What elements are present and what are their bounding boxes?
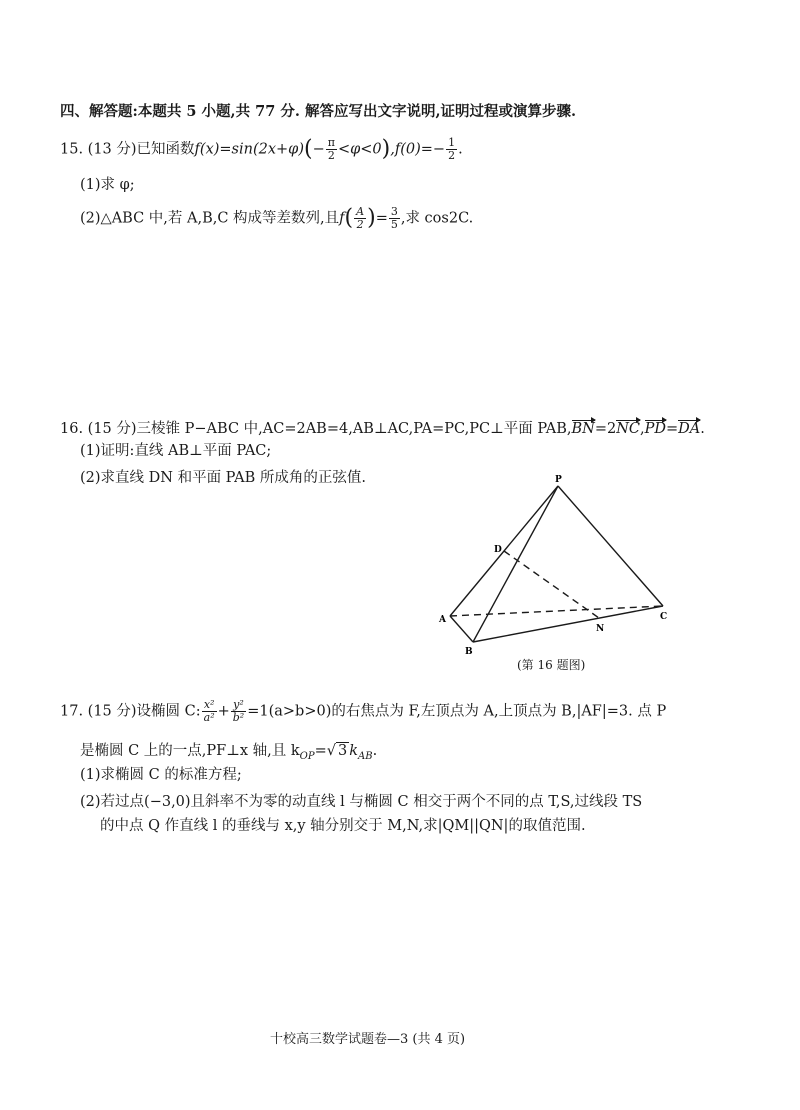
condition-text: <φ<0 — [337, 141, 382, 158]
part-text: (2)△ABC 中,若 A,B,C 构成等差数列,且 — [80, 210, 340, 227]
figure-caption: (第 16 题图) — [517, 658, 586, 672]
fraction-numerator: y² — [231, 699, 246, 712]
label-a: A — [439, 615, 446, 625]
question-17-part-2-line-1: (2)若过点(−3,0)且斜率不为零的动直线 l 与椭圆 C 相交于两个不同的点 T,S,过线段 TS — [80, 794, 643, 810]
equals-sign: = — [666, 421, 679, 437]
fraction-x2-over-a2 — [202, 699, 217, 724]
paren-close: ) — [367, 205, 376, 231]
fraction-numerator: 3 — [390, 205, 398, 218]
subscript-ab: AB — [358, 750, 373, 762]
edge-ac-hidden — [450, 606, 663, 616]
question-16-part-2: (2)求直线 DN 和平面 PAB 所成角的正弦值. — [80, 470, 366, 486]
question-17-part-1: (1)求椭圆 C 的标准方程; — [80, 767, 242, 783]
question-15-stem — [60, 137, 463, 163]
equals-sign: = — [375, 210, 388, 227]
function-name: f — [339, 210, 345, 227]
vector-bn: BN — [571, 421, 595, 437]
line-text: 是椭圆 C 上的一点,PF⊥x 轴,且 k — [80, 743, 300, 759]
question-number: 17. — [60, 703, 84, 720]
question-15-part-2 — [80, 206, 473, 232]
section-heading: 四、解答题:本题共 5 小题,共 77 分. 解答应写出文字说明,证明过程或演算步骤. — [60, 103, 577, 120]
sqrt-sign: √ — [326, 743, 337, 759]
function-definition: f(x)=sin(2x+φ) — [194, 141, 304, 158]
question-number: 15. — [60, 141, 84, 158]
paren-open: ( — [344, 205, 354, 231]
vector-da: DA — [678, 421, 701, 437]
pyramid-figure — [430, 470, 690, 675]
equals-two: =2 — [594, 421, 617, 437]
fraction-denominator: 5 — [390, 218, 398, 231]
fraction-denominator: 2 — [448, 149, 456, 162]
fraction-numerator: 1 — [448, 136, 456, 149]
question-17-line-2 — [80, 741, 377, 767]
label-n: N — [596, 624, 605, 634]
label-p: P — [555, 475, 562, 485]
fraction-three-fifths — [389, 206, 400, 231]
fraction-numerator: x² — [202, 699, 217, 712]
vector-pd: PD — [644, 421, 667, 437]
period: . — [372, 743, 378, 759]
vector-nc: NC — [616, 421, 641, 437]
sqrt-argument: 3 — [338, 743, 348, 759]
stem-text-continued: =1(a>b>0)的右焦点为 F,左顶点为 A,上顶点为 B,|AF|=3. 点 P — [247, 703, 667, 720]
question-16-stem — [60, 419, 705, 439]
paren-close: ) — [381, 136, 391, 162]
label-d: D — [494, 545, 502, 555]
subscript-op: OP — [299, 750, 315, 762]
question-number: 16. — [60, 421, 84, 437]
period: . — [700, 421, 705, 437]
part-end: ,求 cos2C. — [400, 210, 474, 227]
stem-text: 已知函数 — [136, 141, 195, 158]
question-16-part-1: (1)证明:直线 AB⊥平面 PAC; — [80, 443, 272, 459]
segment-dn-hidden — [504, 551, 599, 618]
label-c: C — [660, 612, 668, 622]
f0-text: ,f(0)=− — [390, 141, 446, 158]
fraction-one-half — [446, 137, 457, 162]
fraction-denominator: 2 — [356, 218, 364, 231]
edge-pb — [473, 486, 558, 642]
paren-open: ( — [304, 136, 313, 162]
question-score: (13 分) — [87, 141, 137, 158]
fraction-denominator: b² — [232, 711, 245, 724]
question-17-part-2-line-2: 的中点 Q 作直线 l 的垂线与 x,y 轴分别交于 M,N,求|QM||QN|的取值范围. — [100, 818, 586, 834]
comma: , — [640, 421, 645, 437]
fraction-numerator: A — [356, 205, 365, 218]
fraction-a-over-2 — [354, 206, 366, 231]
equals-sign: = — [314, 743, 327, 759]
stem-text: 三棱锥 P−ABC 中,AC=2AB=4,AB⊥AC,PA=PC,PC⊥平面 PAB, — [136, 421, 572, 437]
edge-bc — [473, 606, 663, 642]
fraction-y2-over-b2 — [231, 699, 246, 724]
question-score: (15 分) — [87, 421, 137, 437]
minus-sign: − — [312, 141, 325, 158]
label-b: B — [465, 647, 473, 657]
stem-text: 设椭圆 C: — [136, 703, 201, 720]
fraction-denominator: a² — [203, 711, 215, 724]
question-15-part-1: (1)求 φ; — [80, 177, 135, 193]
slope-k: k — [349, 743, 359, 759]
fraction-denominator: 2 — [327, 149, 335, 162]
question-17-stem — [60, 699, 666, 727]
fraction-numerator: π — [327, 136, 335, 149]
plus-sign: + — [217, 703, 230, 720]
edge-ab — [450, 616, 473, 642]
fraction-pi-over-2 — [326, 137, 337, 162]
page-footer: 十校高三数学试题卷—3 (共 4 页) — [270, 1032, 466, 1047]
edge-pc — [558, 486, 663, 606]
question-score: (15 分) — [87, 703, 137, 720]
period: . — [458, 141, 463, 158]
